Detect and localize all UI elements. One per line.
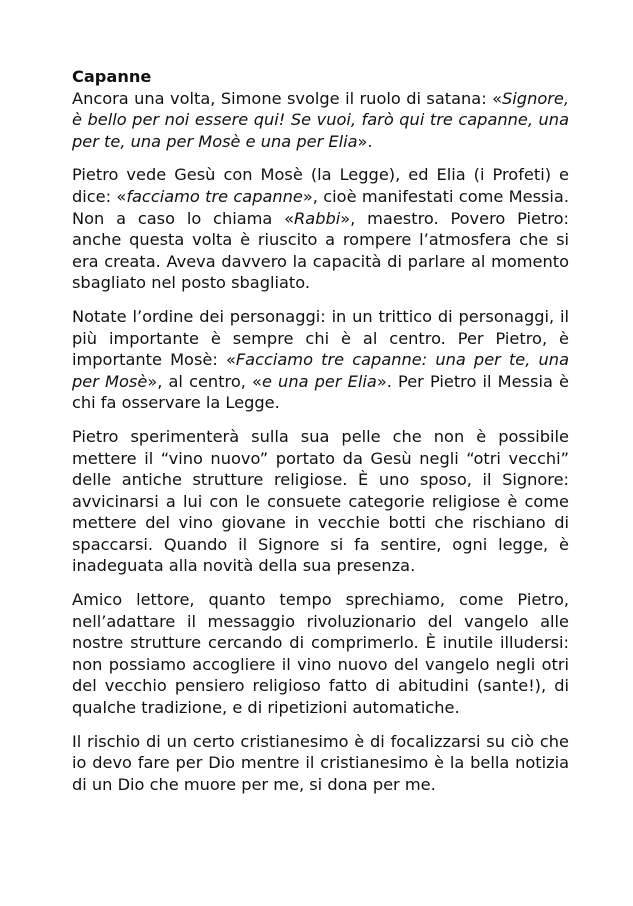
paragraph bbox=[72, 306, 569, 414]
paragraph bbox=[72, 88, 569, 153]
document-page bbox=[72, 66, 569, 807]
text-run: ». bbox=[357, 131, 373, 151]
paragraph bbox=[72, 426, 569, 577]
italic-quote: facciamo tre capanne bbox=[126, 186, 303, 206]
text-run: Pietro vede Gesù con Mosè (la Legge), ed Elia (i Profeti) e dice: « bbox=[72, 165, 569, 206]
italic-quote: e una per Elia bbox=[261, 371, 377, 391]
italic-quote: Signore, è bello per noi essere qui! Se vuoi, farò qui tre capanne, una per te, una per Mosè e una per Elia bbox=[72, 88, 569, 151]
text-run: », al centro, « bbox=[147, 371, 262, 391]
paragraph bbox=[72, 731, 569, 796]
text-run: Il rischio di un certo cristianesimo è di focalizzarsi su ciò che io devo fare per Dio mentre il cristianesimo è la bella notizia di un Dio che muore per me, si dona per me. bbox=[72, 731, 569, 794]
italic-quote: Rabbi bbox=[294, 208, 341, 228]
paragraph bbox=[72, 589, 569, 719]
paragraph bbox=[72, 164, 569, 294]
text-run: », maestro. Povero Pietro: anche questa volta è riuscito a rompere l’atmosfera che si era creata. Aveva davvero la capacità di parlare al momento sbagliato nel posto sbagliato. bbox=[72, 208, 569, 293]
body-text bbox=[72, 88, 569, 796]
section-title: Capanne bbox=[72, 67, 152, 86]
text-run: Notate l’ordine dei personaggi: in un trittico di personaggi, il più importante è sempre chi è al centro. Per Pietro, è importante Mosè: « bbox=[72, 306, 569, 370]
text-run: Amico lettore, quanto tempo sprechiamo, come Pietro, nell’adattare il messaggio rivoluzionario del vangelo alle nostre strutture cercando di comprimerlo. È inutile illudersi: non possiamo accogliere il vino nuovo del vangelo negli otri del vecchio pensiero religioso fatto di abitudini (sante!), di qualche tradizione, e di ripetizioni automatiche. bbox=[72, 590, 569, 718]
italic-quote: Facciamo tre capanne: una per te, una per Mosè bbox=[72, 350, 569, 391]
text-run: ». Per Pietro il Messia è chi fa osservare la Legge. bbox=[72, 371, 569, 413]
text-run: Ancora una volta, Simone svolge il ruolo di satana: « bbox=[72, 88, 503, 108]
text-run: Pietro sperimenterà sulla sua pelle che non è possibile mettere il “vino nuovo” portato da Gesù negli “otri vecchi” delle antiche strutture religiose. È uno sposo, il Signore: avvicinarsi a lui con le consuete categorie religiose è come mettere del vino giovane in vecchie botti che rischiano di spaccarsi. Quando il Signore si fa sentire, ogni legge, è inadeguata alla novità della sua presenza. bbox=[72, 426, 569, 576]
text-run: », cioè manifestati come Messia. Non a caso lo chiama « bbox=[72, 186, 569, 228]
